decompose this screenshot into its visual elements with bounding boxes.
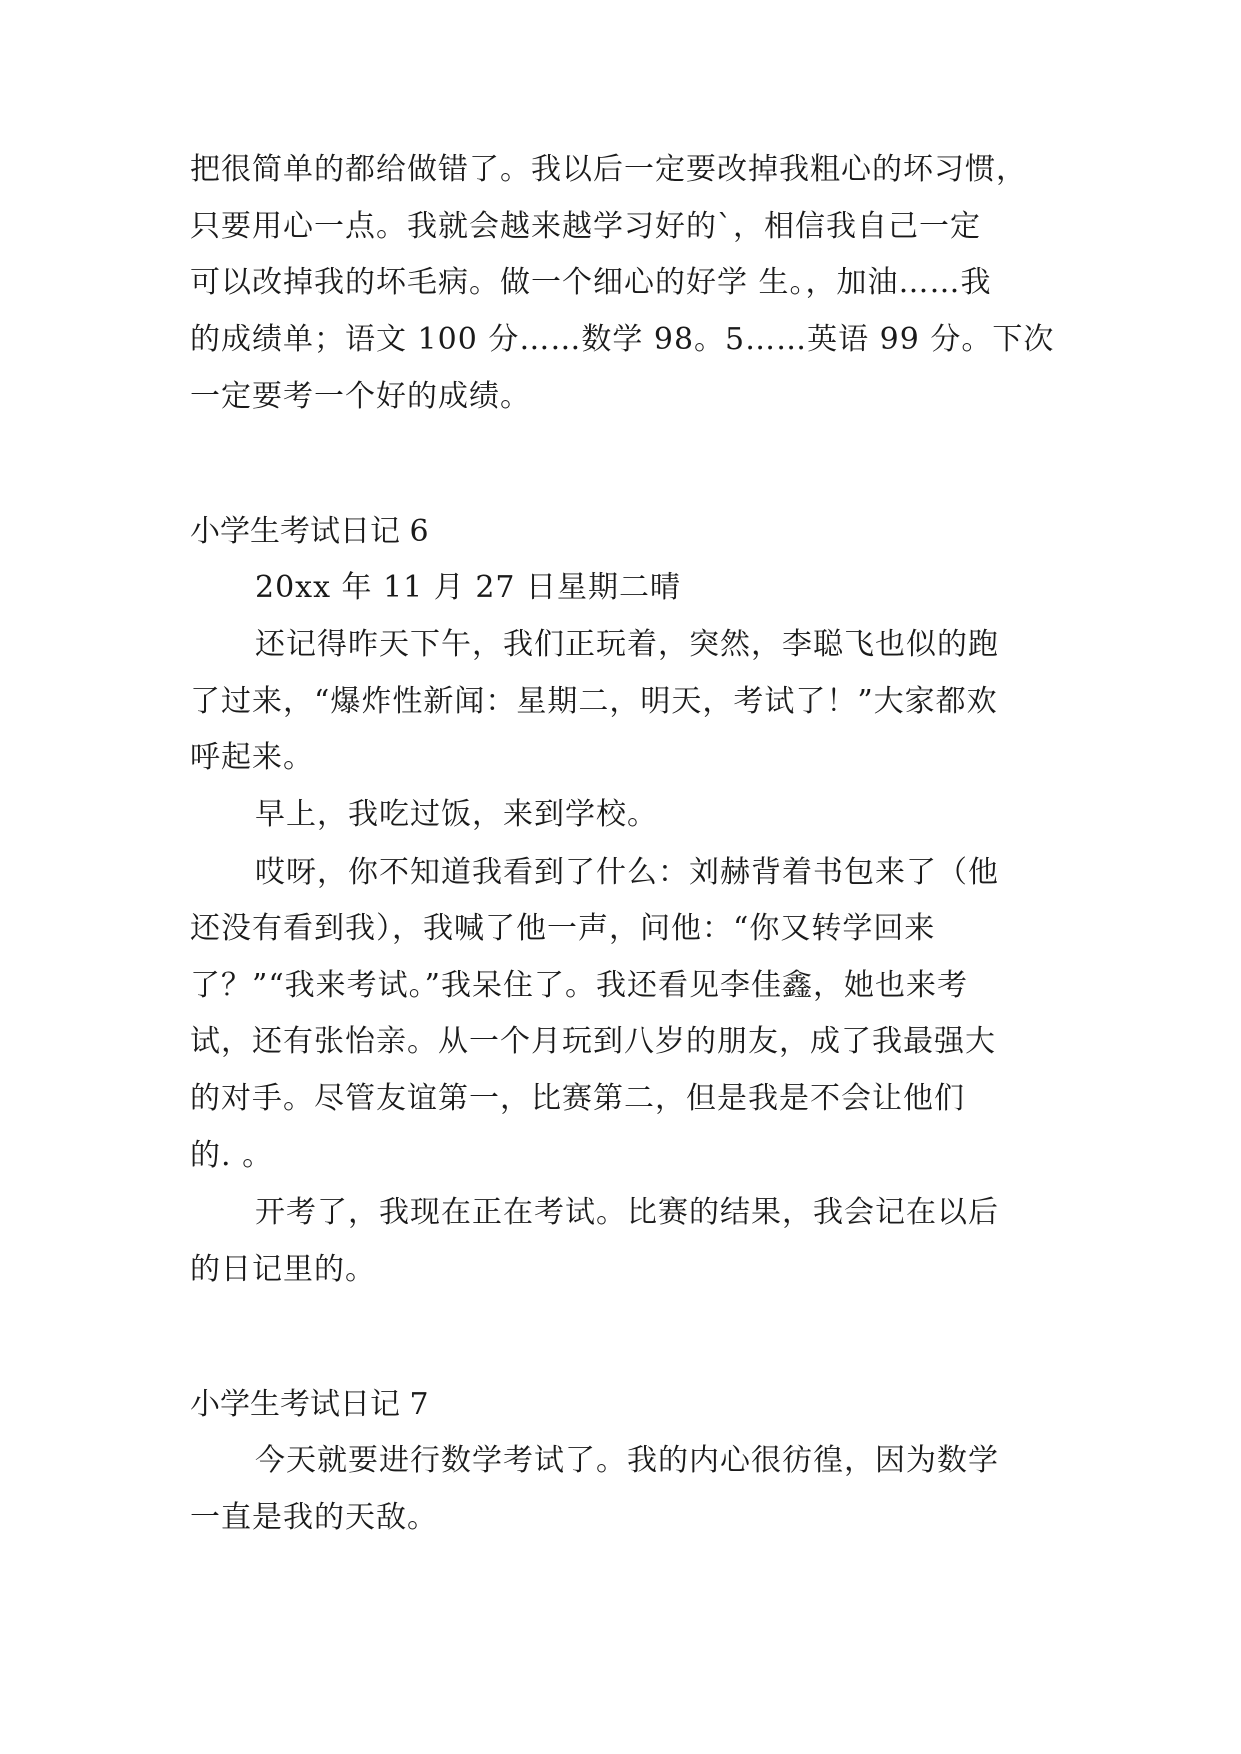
section-6-line-9: 的对手。尽管友谊第一，比赛第二，但是我是不会让他们 bbox=[190, 1081, 965, 1116]
intro-line-3: 可以改掉我的坏毛病。做一个细心的好学 生。，加油……我 bbox=[190, 265, 992, 300]
section-6-line-10: 的. 。 bbox=[190, 1138, 274, 1173]
section-6-line-7: 了？”“我来考试。”我呆住了。我还看见李佳鑫，她也来考 bbox=[190, 968, 969, 1003]
section-6-line-11: 开考了，我现在正在考试。比赛的结果，我会记在以后 bbox=[255, 1195, 999, 1230]
section-6-line-4: 早上，我吃过饭，来到学校。 bbox=[255, 797, 658, 832]
intro-line-5: 一定要考一个好的成绩。 bbox=[190, 379, 531, 414]
section-6-line-6: 还没有看到我），我喊了他一声，问他：“你又转学回来 bbox=[190, 911, 936, 946]
section-6-line-12: 的日记里的。 bbox=[190, 1252, 376, 1287]
section-6-date: 20xx 年 11 月 27 日星期二晴 bbox=[255, 570, 682, 605]
intro-line-2: 只要用心一点。我就会越来越学习好的`，相信我自己一定 bbox=[190, 209, 981, 244]
section-7-line-1: 今天就要进行数学考试了。我的内心很彷徨，因为数学 bbox=[255, 1443, 999, 1478]
section-6-line-5: 哎呀，你不知道我看到了什么：刘赫背着书包来了（他 bbox=[255, 855, 999, 890]
section-6-line-8: 试，还有张怡亲。从一个月玩到八岁的朋友，成了我最强大 bbox=[190, 1024, 996, 1059]
section-6-line-3: 呼起来。 bbox=[190, 740, 314, 775]
section-7-line-2: 一直是我的天敌。 bbox=[190, 1500, 438, 1535]
section-6-line-1: 还记得昨天下午，我们正玩着，突然，李聪飞也似的跑 bbox=[255, 627, 999, 662]
section-6-title: 小学生考试日记 6 bbox=[190, 514, 429, 549]
intro-line-1: 把很简单的都给做错了。我以后一定要改掉我粗心的坏习惯， bbox=[190, 152, 1027, 187]
section-6-line-2: 了过来，“爆炸性新闻：星期二，明天，考试了！”大家都欢 bbox=[190, 684, 998, 719]
section-7-title: 小学生考试日记 7 bbox=[190, 1387, 429, 1422]
intro-line-4: 的成绩单；语文 100 分……数学 98。5……英语 99 分。下次 bbox=[190, 322, 1055, 357]
